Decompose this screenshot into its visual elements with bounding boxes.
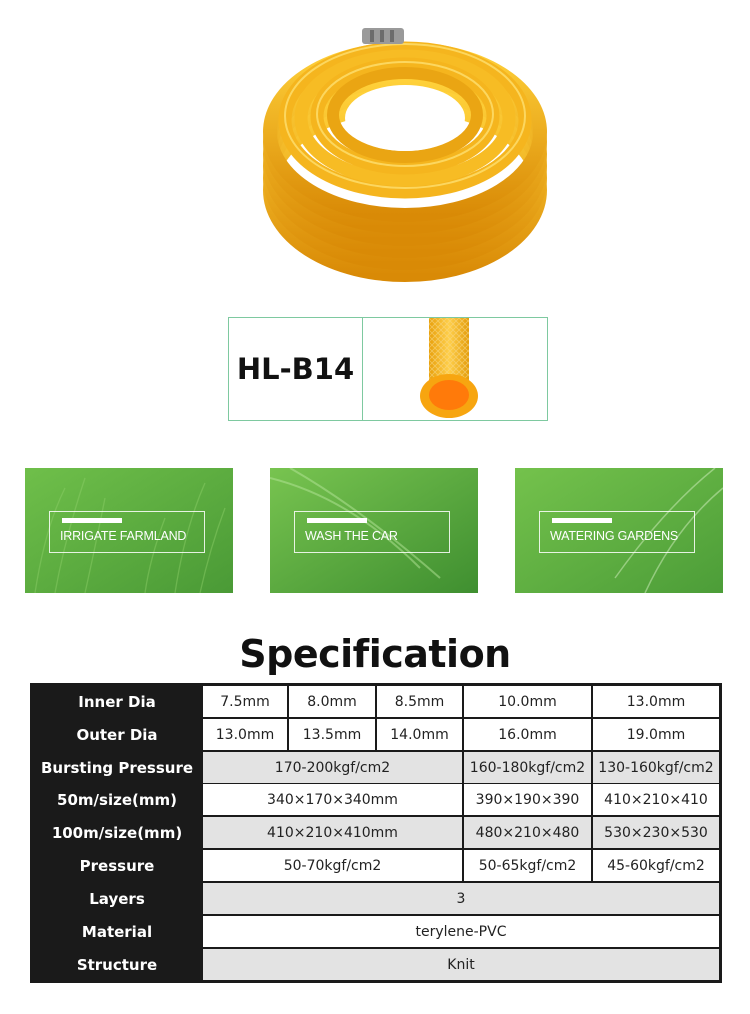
- spec-row-label: Structure: [32, 949, 202, 980]
- spec-cell: 480×210×480: [464, 817, 591, 848]
- spec-cell: 410×210×410: [593, 784, 719, 815]
- banner-label: WASH THE CAR: [305, 529, 398, 543]
- spec-title: Specification: [239, 632, 511, 676]
- spec-cell: 130-160kgf/cm2: [593, 752, 719, 783]
- model-box: [228, 317, 548, 421]
- spec-cell: 16.0mm: [464, 719, 591, 750]
- spec-cell: 410×210×410mm: [203, 817, 462, 848]
- spec-cell: Knit: [203, 949, 719, 980]
- spec-cell: 7.5mm: [203, 686, 287, 717]
- banner-label: IRRIGATE FARMLAND: [60, 529, 187, 543]
- banner-wash-the-car: [270, 468, 478, 593]
- spec-row-label: Layers: [32, 883, 202, 914]
- spec-cell: 3: [203, 883, 719, 914]
- hose-coil-image: [260, 20, 560, 285]
- spec-cell: 50-65kgf/cm2: [464, 850, 591, 881]
- spec-cell: 45-60kgf/cm2: [593, 850, 719, 881]
- spec-cell: 170-200kgf/cm2: [203, 752, 462, 783]
- spec-row-label: 50m/size(mm): [32, 784, 202, 815]
- spec-cell: 8.5mm: [377, 686, 462, 717]
- banner-watering-gardens: [515, 468, 723, 593]
- spec-cell: 50-70kgf/cm2: [203, 850, 462, 881]
- spec-cell: 19.0mm: [593, 719, 719, 750]
- spec-cell: 13.0mm: [203, 719, 287, 750]
- spec-cell: 14.0mm: [377, 719, 462, 750]
- hose-cross-section-image: [363, 318, 547, 420]
- model-code: HL-B14: [229, 318, 363, 420]
- banner-frame: [539, 511, 695, 553]
- spec-row-label: Pressure: [32, 850, 202, 881]
- spec-cell: 8.0mm: [289, 686, 375, 717]
- banner-frame: [294, 511, 450, 553]
- spec-row-label: Inner Dia: [32, 686, 202, 717]
- spec-row-label: Bursting Pressure: [32, 752, 202, 783]
- spec-cell: 160-180kgf/cm2: [464, 752, 591, 783]
- banner-label: WATERING GARDENS: [550, 529, 679, 543]
- spec-row-label: 100m/size(mm): [32, 817, 202, 848]
- spec-cell: 13.5mm: [289, 719, 375, 750]
- spec-row-label: Outer Dia: [32, 719, 202, 750]
- spec-cell: 530×230×530: [593, 817, 719, 848]
- spec-cell: terylene-PVC: [203, 916, 719, 947]
- spec-row-label: Material: [32, 916, 202, 947]
- spec-cell: 340×170×340mm: [203, 784, 462, 815]
- banner-frame: [49, 511, 205, 553]
- banner-irrigate-farmland: [25, 468, 233, 593]
- spec-cell: 390×190×390: [464, 784, 591, 815]
- spec-table: [30, 683, 722, 983]
- spec-cell: 10.0mm: [464, 686, 591, 717]
- spec-cell: 13.0mm: [593, 686, 719, 717]
